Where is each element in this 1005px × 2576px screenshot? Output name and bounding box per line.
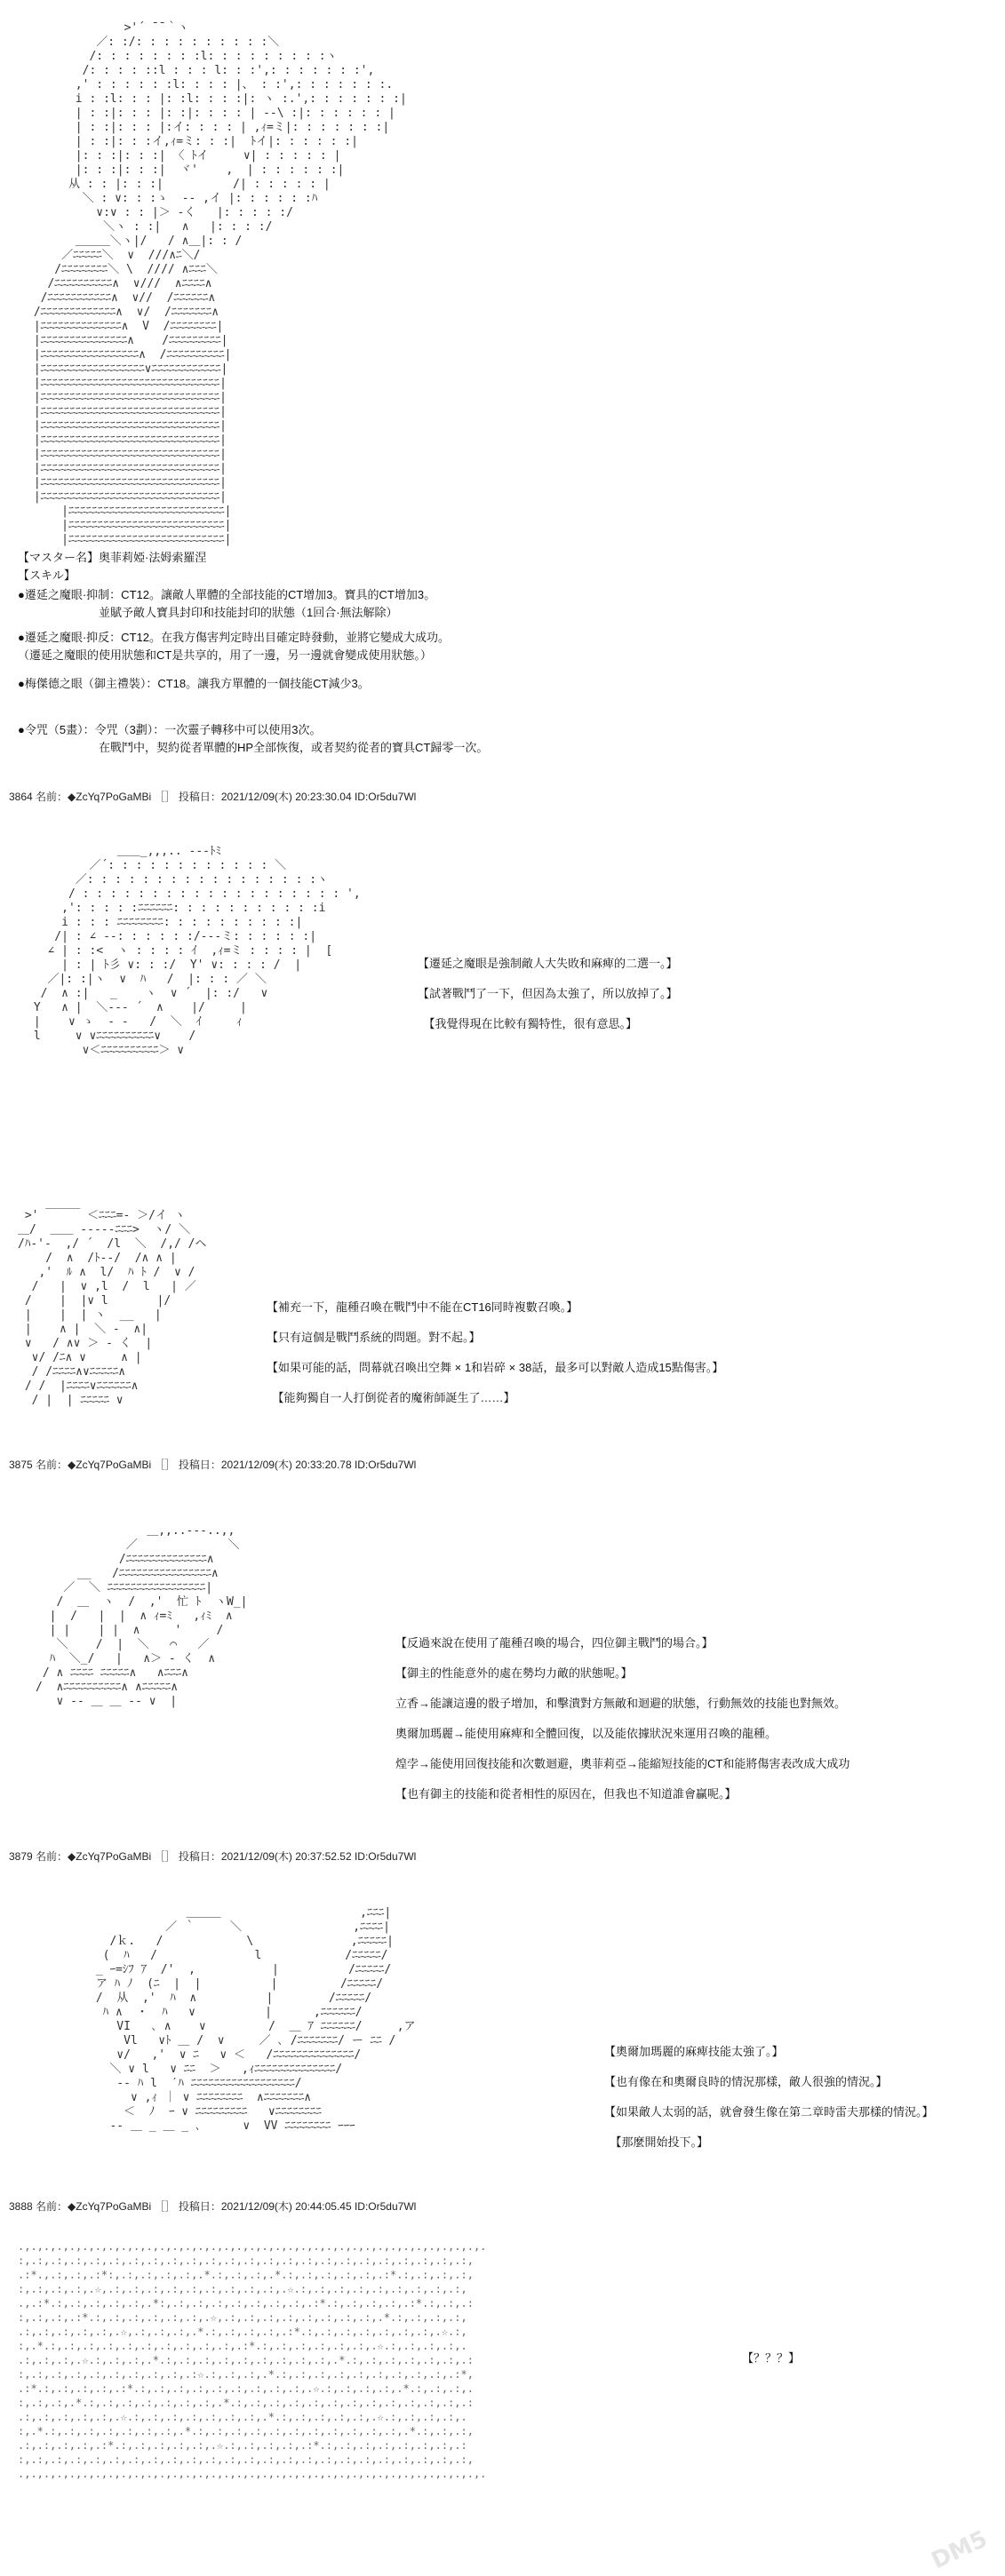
skill-line: ●令咒（5畫）：令咒（3劃）：一次靈子轉移中可以使用3次。 [18,723,322,736]
dialog-line: 【那麼開始投下。】 [604,2135,709,2149]
dialog-line: 【御主的性能意外的處在勢均力敵的狀態呢。】 [395,1666,633,1680]
dialog-line: 【只有這個是戰鬥系統的問題。對不起。】 [267,1331,481,1344]
dialog-line: 立香→能讓這邊的骰子增加，和擊潰對方無敵和迴避的狀態，行動無效的技能也對無效。 [395,1697,847,1710]
ascii-art-character-1: >'´ ̄ ̄ ｀ヽ ／: :/: : : : : : : : : :＼ /: : : : : : : :l: : : : : : : : :ヽ /: : : : ::l : : : l: : :',: : : : : : :', ,' : : : : : :l: : : : |、 : :',: : : : : : :. i : :l: : : |: :l: : : :|: ヽ :.',: : : : : : :| | : :|: : : |: :|: : : : | ‐-\ :|: : : : : : | | : :|: : : |:イ: : : : | ,ｨ=ミ|: : : : : : :| | : :|: : :イ,ｨ=ミ: : :| ﾄイ|: : : : : :| |: : :|: : :| 〈 ﾄイ ∨| : : : : : | |: : :|: : :| ヾ' , | : : : : : :| 从 : : |: : :| /| : : : : : | ＼ : ∨: : :ゝ ‐- ,イ |: : : : : :ﾊ ∨:∨ : : |＞ -く |: : : : :/ ＼ヽ : :| ∧ |: : : :/ ＿＿＿＼ヽ|/ / ∧＿|: : / ／ﾆﾆﾆﾆﾆ＼ ∨ ///∧ﾆ＼/ /ﾆﾆﾆﾆﾆﾆﾆﾆ＼ \ //// ∧ﾆﾆﾆ＼ /ﾆﾆﾆﾆﾆﾆﾆﾆﾆﾆ∧ ∨/// ∧ﾆﾆﾆﾆ∧ /ﾆﾆﾆﾆﾆﾆﾆﾆﾆﾆﾆ∧ ∨// /ﾆﾆﾆﾆﾆﾆ∧ /ﾆﾆﾆﾆﾆﾆﾆﾆﾆﾆﾆﾆﾆ∧ ∨/ /ﾆﾆﾆﾆﾆﾆﾆ∧ |ﾆﾆﾆﾆﾆﾆﾆﾆﾆﾆﾆﾆﾆﾆ∧ V /ﾆﾆﾆﾆﾆﾆﾆﾆ| |ﾆﾆﾆﾆﾆﾆﾆﾆﾆﾆﾆﾆﾆﾆﾆ∧ /ﾆﾆﾆﾆﾆﾆﾆﾆﾆ| |ﾆﾆﾆﾆﾆﾆﾆﾆﾆﾆﾆﾆﾆﾆﾆﾆﾆ∧ /ﾆﾆﾆﾆﾆﾆﾆﾆﾆﾆ| |ﾆﾆﾆﾆﾆﾆﾆﾆﾆﾆﾆﾆﾆﾆﾆﾆﾆﾆ∨ﾆﾆﾆﾆﾆﾆﾆﾆﾆﾆﾆﾆ| |ﾆﾆﾆﾆﾆﾆﾆﾆﾆﾆﾆﾆﾆﾆﾆﾆﾆﾆﾆﾆﾆﾆﾆﾆﾆﾆﾆﾆﾆﾆﾆ| |ﾆﾆﾆﾆﾆﾆﾆﾆﾆﾆﾆﾆﾆﾆﾆﾆﾆﾆﾆﾆﾆﾆﾆﾆﾆﾆﾆﾆﾆﾆﾆ| |ﾆﾆﾆﾆﾆﾆﾆﾆﾆﾆﾆﾆﾆﾆﾆﾆﾆﾆﾆﾆﾆﾆﾆﾆﾆﾆﾆﾆﾆﾆﾆ| |ﾆﾆﾆﾆﾆﾆﾆﾆﾆﾆﾆﾆﾆﾆﾆﾆﾆﾆﾆﾆﾆﾆﾆﾆﾆﾆﾆﾆﾆﾆﾆ| |ﾆﾆﾆﾆﾆﾆﾆﾆﾆﾆﾆﾆﾆﾆﾆﾆﾆﾆﾆﾆﾆﾆﾆﾆﾆﾆﾆﾆﾆﾆﾆ| |ﾆﾆﾆﾆﾆﾆﾆﾆﾆﾆﾆﾆﾆﾆﾆﾆﾆﾆﾆﾆﾆﾆﾆﾆﾆﾆﾆﾆﾆﾆﾆ| |ﾆﾆﾆﾆﾆﾆﾆﾆﾆﾆﾆﾆﾆﾆﾆﾆﾆﾆﾆﾆﾆﾆﾆﾆﾆﾆﾆﾆﾆﾆﾆ| |ﾆﾆﾆﾆﾆﾆﾆﾆﾆﾆﾆﾆﾆﾆﾆﾆﾆﾆﾆﾆﾆﾆﾆﾆﾆﾆﾆﾆﾆﾆﾆ| |ﾆﾆﾆﾆﾆﾆﾆﾆﾆﾆﾆﾆﾆﾆﾆﾆﾆﾆﾆﾆﾆﾆﾆﾆﾆﾆﾆﾆﾆﾆﾆ| |ﾆﾆﾆﾆﾆﾆﾆﾆﾆﾆﾆﾆﾆﾆﾆﾆﾆﾆﾆﾆﾆﾆﾆﾆﾆﾆﾆ| |ﾆﾆﾆﾆﾆﾆﾆﾆﾆﾆﾆﾆﾆﾆﾆﾆﾆﾆﾆﾆﾆﾆﾆﾆﾆﾆﾆ| |ﾆﾆﾆﾆﾆﾆﾆﾆﾆﾆﾆﾆﾆﾆﾆﾆﾆﾆﾆﾆﾆﾆﾆﾆﾆﾆﾆ| [33,21,407,546]
dialog-box [395,1634,849,1816]
dialog-line: 【也有御主的技能和從者相性的原因在，但我也不知道誰會贏呢。】 [395,1787,737,1801]
ascii-art-character-4: ＿,,..-‐-..,, ／ ＼ /ﾆﾆﾆﾆﾆﾆﾆﾆﾆﾆﾆﾆﾆﾆ∧ __ /ﾆﾆﾆﾆﾆﾆﾆﾆﾆﾆﾆﾆﾆﾆﾆﾆ∧ ／ ＼ ﾆﾆﾆﾆﾆﾆﾆﾆﾆﾆﾆﾆﾆﾆﾆﾆﾆ| / ＿ ヽ / ,' 忙 ﾄ ヽW_| | / | | ∧ ｨ=ﾐ ,ｨﾐ ∧ | | | | ∧ ' / ＼ / | ＼ ⌒ ／ ﾊ ＼_/ | ∧＞ ‐ く ∧ / ∧ ﾆﾆﾆﾆ ﾆﾆﾆﾆﾆ∧ ∧ﾆﾆﾆ∧ / ∧ﾆﾆﾆﾆﾆﾆﾆﾆﾆﾆ∧ ∧ﾆﾆﾆﾆﾆ∧ ∨ ‐- ＿ ＿ -‐ ∨ | [36,1524,248,1708]
dialog-line: 【補充一下，龍種召喚在戰鬥中不能在CT16同時複數召喚。】 [267,1300,578,1314]
skill-line: ●遷延之魔眼·抑制：CT12。讓敵人單體的全部技能的CT增加3。寶具的CT增加3。 [18,588,436,601]
dialog-box [418,955,678,1046]
skill-header: 【スキル】 [18,568,76,582]
ascii-art-character-3: >' ￣￣￣ ＜ﾆﾆﾆ=- ＞/イ ヽ ＿/ ＿＿ ‐‐--‐ﾆﾆﾆ> ヽ/ ＼ /ﾊ‐'‐ ,/ ´ /l ＼ /,/ /ヘ / ∧ /ﾄ‐‐/ /∧ ∧ | ,' ﾙ ∧ l/ ﾊ ﾄ / ∨ / / | ∨ ,l / l | ／ / | |∨ l |/ | | | ヽ __ | | ∧ | ＼ ‐ ∧| ∨ / ∧∨ ＞ ‐ く | ∨/ /ﾆ∧ ∨ ∧ | / /ﾆﾆﾆﾆ∧∨ﾆﾆﾆﾆﾆ∧ / / |ﾆﾆﾆﾆ∨ﾆﾆﾆﾆﾆﾆ∧ / | | ﾆﾆﾆﾆﾆ ∨ [18,1209,207,1407]
dialog-line: 【如果敵人太弱的話，就會發生像在第二章時雷夫那樣的情況。】 [604,2105,934,2119]
skill-line: （遷延之魔眼的使用狀態和CT是共享的，用了一邊，另一邊就會變成使用狀態。） [18,648,432,662]
ascii-art-character-2: ＿＿_,,,.. -‐‐ﾄﾐ ／´: : : : : : : : : : : : ＼ ／: : : : : : : : : : : : : : : : :ヽ / : : : : : : : : : : : : : : : : : : : ', ,': : : : :ﾆﾆﾆﾆﾆﾆ: : : : : : : : : : :i i : : : ﾆﾆﾆﾆﾆﾆﾆﾆ: : : : : : : : : :| /| : ∠ ‐-: : : : : :/‐‐-ミ: : : : : :| ∠ | : :< ヽ : : : : ｲ ,ｨ=ミ : : : : | [ | : | ﾄ彡 ∨: : :/ Y' ∨: : : : / | ／|: :|ヽ ∨ ﾊ / |: : : ／ ＼ / ∧ :| _ ヽ ∨ ´ |: :/ ∨ Y ∧ | ＼‐‐‐ ´ ∧ |/ | | ∨ ゝ ‐ ‐ / ＼ ｲ ｨ l ∨ ∨ﾆﾆﾆﾆﾆﾆﾆﾆﾆﾆ∨ / ∨＜ﾆﾆﾆﾆﾆﾆﾆﾆﾆﾆ＞ ∨ [33,845,361,1057]
dialog-box [604,2043,934,2164]
dialog-box [267,1299,723,1419]
dialog-line: 【？？？】 [742,2351,801,2365]
ascii-art-character-5: ＿＿＿ ,ﾆﾆﾆ| ／ ｀ ＼ ,ﾆﾆﾆﾆ| /ｋ. / \ ,ﾆﾆﾆﾆﾆ| ( ﾊ / l /ﾆﾆﾆﾆﾆ/ _ ｰ=ｼﾌ ｱ /' , | /ﾆﾆﾆﾆﾆ/ ア ﾊ ﾉ (ﾆ | | | /ﾆﾆﾆﾆﾆ/ / 从 ,' ﾊ ∧ | /ﾆﾆﾆﾆﾆ/ ﾊ ∧ ・ ﾊ ∨ | ,ﾆﾆﾆﾆﾆﾆ/ VI ､ ∧ ∨ / ＿ ｱ ﾆﾆﾆﾆﾆﾆ/ ,ア Vl ∨ﾄ ＿ / ∨ ／ ､ /ﾆﾆﾆﾆﾆﾆﾆ/ ー ﾆﾆ / ∨/ ,' ∨ ﾆ ∨ ＜ /ﾆﾆﾆﾆﾆﾆﾆﾆﾆﾆﾆﾆﾆﾆ/ ＼ ∨ l ∨ ﾆﾆ ＞ ,ｨﾆﾆﾆﾆﾆﾆﾆﾆﾆﾆﾆﾆﾆﾆ/ -‐ ﾊ l ′ﾊ ﾆﾆﾆﾆﾆﾆﾆﾆﾆﾆﾆﾆﾆﾆﾆﾆﾆﾆ/ ∨ ,ｨ ｜ ∨ ﾆﾆﾆﾆﾆﾆﾆﾆ ∧ﾆﾆﾆﾆﾆﾆﾆ∧ ＜ ﾉ ｰ ∨ ﾆﾆﾆﾆﾆﾆﾆﾆﾆ ∨ﾆﾆﾆﾆﾆﾆﾆﾆ ‐- ＿ _ ＿ _ ､ ∨ VV ﾆﾆﾆﾆﾆﾆﾆﾆ ｰｰｰ [95,1906,416,2133]
dialog-line: 【試著戰鬥了一下，但因為太強了，所以放掉了。】 [418,987,678,1000]
dialog-line: 【反過來說在使用了龍種召喚的場合，四位御主戰鬥的場合。】 [395,1636,714,1650]
dialog-line: 【如果可能的話，問幕就召喚出空舞 × 1和岩碎 × 38話，最多可以對敵人造成15點傷害。】 [267,1361,724,1374]
dialog-line: 【遷延之魔眼是強制敵人大失敗和麻痺的二選一。】 [418,957,678,970]
dialog-line: 【我覺得現在比較有獨特性，很有意思。】 [418,1017,638,1030]
starfield-art: .,.,.,.,.,.,.,.,.,.,.,.,.,.,.,.,.,.,.,.,.,.,.,.,.,.,.,.,.,.,.,.,.,.,.,.,. :,.:,.:,.:,.:,.:,.:,.:,.:,.:,.:,.:,.:,.:,.:,.:,.:,.:,.:,.:,.:,.:,.:,.:, .:*.,.:,.:,.:*:,.:,.:,.:,.:,.*.:,.:,.:,.*.:,.:,.:,.:,.:,.:*.:,.:,.:,.:, :,.:,.:,.:,.☆,.:,.:,.:,.:,.:,.:,.:,.:,.:,.☆.:,.:,.:,.:,.:,.:,.:,.:,.:, .,.:*.:,.:,.:,.:,.:,.*:,.:,.:,.:,.:,.:,.:,.:,.:*.:,.:,.:,.:,.:*.:,.:,.: :,.:,.:,.:*.:,.:,.:,.:,.:,.:,.☆,.:,.:,.:,.:,.:,.:,.:,.:,.*.:,.:,.:,.:, .:,.:,.:,.:,.:,.☆,.:,.:,.:,.*.:,.:,.:,.:,.:*.:,.:,.:,.:,.:,.:,.:,.☆.:, :,.*.:,.:,.:,.:,.:,.:,.:,.:,.:,.:,.:*.:,.:,.:,.:,.:,.:,.☆.:,.:,.:,.:,. .:,.:,.:,.☆.:,.:,.:,.*.:,.:,.:,.:,.:,.:,.:,.:,.:,.*.:,.:,.:,.:,.:,.:,.: :,.:,.:,.:,.:,.:,.:,.:,.:,.:☆.:,.:,.:,.*.:,.:,.:,.:,.:,.:,.:,.:,.:,.:*, .:*.:,.:,.:,.:,.:*.:,.:,.:,.:,.:,.:,.:,.:,.:,.☆.:,.:,.:,.:,.*.:,.:,.:,. :,.:,.:,.*.:,.:,.:,.:,.:,.:,.:,.*.:,.:,.:,.:,.:,.:,.:,.:,.:,.:,.:,.:,.: .:,.:,.:,.:,.:,.☆.:,.:,.:,.:,.:,.:,.:,.*.:,.:,.:,.:,.:,.☆.:,.:,.:,.:,. :,.*.:,.:,.:,.:,.:,.:,.:,.*.:,.:,.:,.:,.:,.:,.:,.:,.:,.:,.:,.*.:,.:,.:, .:,.:,.:,.:,.:*.:,.:,.:,.:,.:,.☆.:,.:,.:,.:,.:*.:,.:,.:,.:,.:,.:,.:,.: :,.:,.:,.:,.:,.:,.:,.:,.:,.:,.:,.:,.:,.:,.:,.:,.:,.:,.:,.:,.:,.:,.:,.:, .,.,.,.,.,.,.,.,.,.,.,.,.,.,.,.,.,.,.,.,.,.,.,.,.,.,.,.,.,.,.,.,.,.,.,.,. [18,2240,487,2480]
dialog-line: 【也有像在和奧爾良時的情況那樣，敵人很強的情況。】 [604,2075,888,2088]
skill-line: 並賦予敵人寶具封印和技能封印的狀態（1回合·無法解除） [18,606,398,619]
dialog-line: 【奧爾加瑪麗的麻痺技能太強了。】 [604,2045,784,2058]
dialog-line: 煌孛→能使用回復技能和次數迴避，奧菲莉亞→能縮短技能的CT和能將傷害表改成大成功 [395,1757,850,1770]
post-header: 3864 名前：◆ZcYq7PoGaMBi ［］ 投稿日：2021/12/09(木) 20:23:30.04 ID:Or5du7Wl [9,791,417,803]
post-header: 3888 名前：◆ZcYq7PoGaMBi ［］ 投稿日：2021/12/09(木) 20:44:05.45 ID:Or5du7Wl [9,2200,417,2213]
dialog-box [742,2349,800,2380]
skill-line: ●遷延之魔眼·抑反：CT12。在我方傷害判定時出目確定時發動，並將它變成大成功。 [18,631,450,644]
dialog-line: 奧爾加瑪麗→能使用麻痺和全體回復，以及能依據狀況來運用召喚的龍種。 [395,1727,778,1740]
site-watermark: DM5 [928,2525,993,2575]
post-header: 3879 名前：◆ZcYq7PoGaMBi ［］ 投稿日：2021/12/09(木) 20:37:52.52 ID:Or5du7Wl [9,1850,417,1863]
skill-line: 在戰鬥中，契約從者單體的HP全部恢復，或者契約從者的寶具CT歸零一次。 [18,741,489,754]
dialog-line: 【能夠獨自一人打倒從者的魔術師誕生了……】 [267,1391,515,1404]
master-name-line: 【マスター名】奥菲莉婭·法姆索羅涅 [18,551,207,564]
skill-line: ●梅傑德之眼（御主禮裝）：CT18。讓我方單體的一個技能CT減少3。 [18,677,370,690]
post-header: 3875 名前：◆ZcYq7PoGaMBi ［］ 投稿日：2021/12/09(木) 20:33:20.78 ID:Or5du7Wl [9,1459,417,1471]
